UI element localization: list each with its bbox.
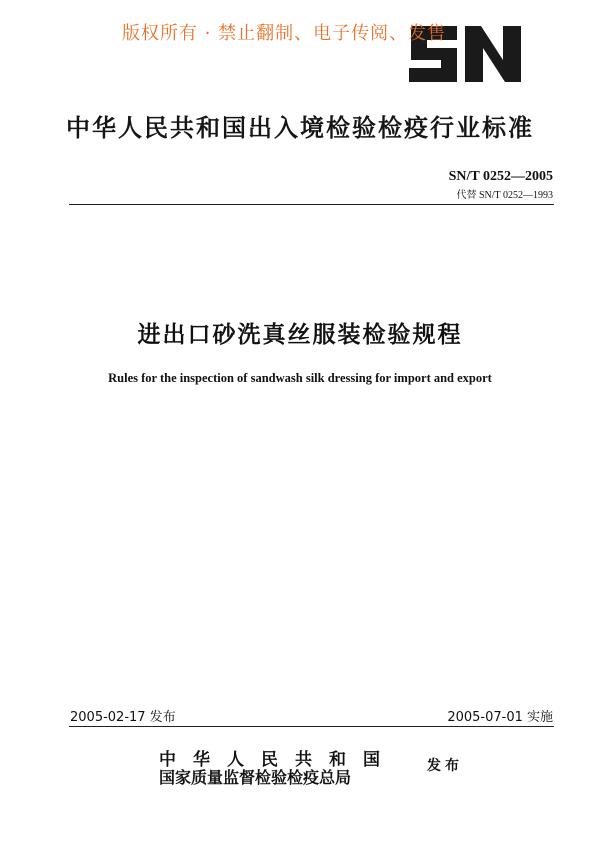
copyright-watermark: 版权所有 · 禁止翻制、电子传阅、发售: [122, 23, 447, 44]
logo-letter-n: [465, 26, 521, 82]
implementation-date: 2005-07-01 实施: [447, 710, 553, 725]
top-divider: [69, 204, 554, 205]
issuer-agency: 国家质量监督检验检疫总局: [159, 768, 352, 787]
industry-standard-title: 中华人民共和国出入境检验检疫行业标准: [66, 114, 534, 142]
issuer-country: 中华人民共和国: [159, 750, 397, 770]
issued-by-label: 发布: [427, 758, 463, 774]
document-title-chinese: 进出口砂洗真丝服装检验规程: [137, 322, 463, 348]
bottom-divider: [69, 726, 554, 727]
replaces-note: 代替 SN/T 0252—1993: [456, 190, 553, 201]
issuer-block: [159, 745, 479, 795]
standard-number: SN/T 0252—2005: [448, 169, 553, 184]
issue-date: 2005-02-17 发布: [70, 710, 176, 725]
document-title-english: Rules for the inspection of sandwash silk dressing for import and export: [108, 371, 492, 385]
